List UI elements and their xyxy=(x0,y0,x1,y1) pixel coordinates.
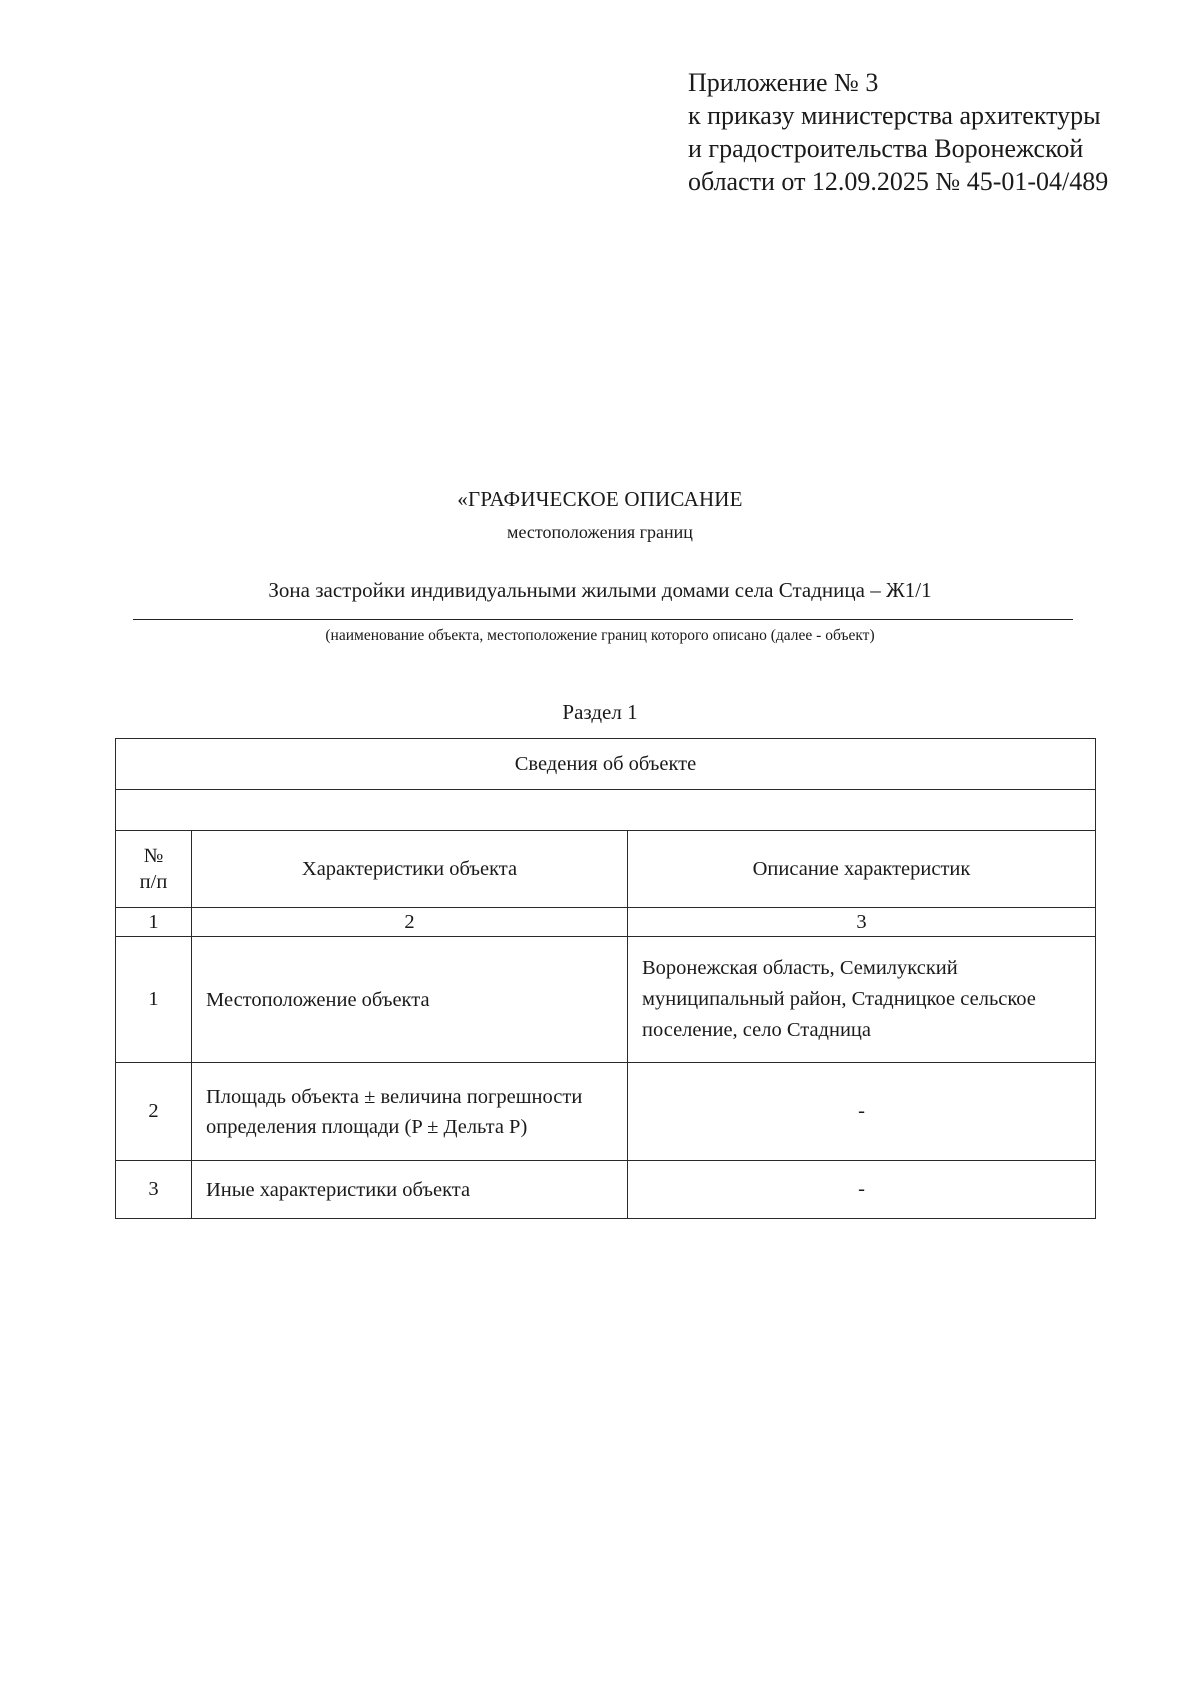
row-description: - xyxy=(628,1161,1096,1219)
table-row xyxy=(116,1063,1096,1161)
appendix-line: и градостроительства Воронежской xyxy=(688,134,1084,163)
row-number: 2 xyxy=(116,1063,192,1161)
table-empty-row xyxy=(116,790,1096,831)
row-characteristic: Иные характеристики объекта xyxy=(192,1161,628,1219)
section-label: Раздел 1 xyxy=(562,700,638,724)
row-description: Воронежская область, Семилукский муниципальный район, Стадницкое сельское поселение, село Стадница xyxy=(628,937,1096,1063)
column-number: 2 xyxy=(192,908,628,937)
empty-cell xyxy=(116,790,1096,831)
row-characteristic: Площадь объекта ± величина погрешности определения площади (P ± Дельта P) xyxy=(192,1063,628,1161)
column-numbers-row xyxy=(116,908,1096,937)
column-number: 3 xyxy=(628,908,1096,937)
header-num xyxy=(116,831,192,908)
table-caption: Сведения об объекте xyxy=(116,739,1096,790)
column-number: 1 xyxy=(116,908,192,937)
table-row xyxy=(116,937,1096,1063)
table-caption-row xyxy=(116,739,1096,790)
document-subtitle: местоположения границ xyxy=(507,522,693,542)
object-name: Зона застройки индивидуальными жилыми домами села Стадница – Ж1/1 xyxy=(268,578,932,602)
row-characteristic: Местоположение объекта xyxy=(192,937,628,1063)
table-row xyxy=(116,1161,1096,1219)
row-number: 3 xyxy=(116,1161,192,1219)
appendix-line: области от 12.09.2025 № 45-01-04/489 xyxy=(688,167,1109,196)
appendix-line: к приказу министерства архитектуры xyxy=(688,101,1101,130)
object-name-caption: (наименование объекта, местоположение границ которого описано (далее - объект) xyxy=(325,627,875,644)
row-description: - xyxy=(628,1063,1096,1161)
object-info-table xyxy=(115,738,1096,1219)
appendix-block xyxy=(688,66,1158,198)
row-number: 1 xyxy=(116,937,192,1063)
header-characteristic: Характеристики объекта xyxy=(192,831,628,908)
appendix-line: Приложение № 3 xyxy=(688,68,879,97)
header-description: Описание характеристик xyxy=(628,831,1096,908)
table-header-row xyxy=(116,831,1096,908)
document-title: «ГРАФИЧЕСКОЕ ОПИСАНИЕ xyxy=(457,487,743,511)
header-num-label: № п/п xyxy=(139,845,168,893)
object-name-underline xyxy=(133,619,1073,620)
